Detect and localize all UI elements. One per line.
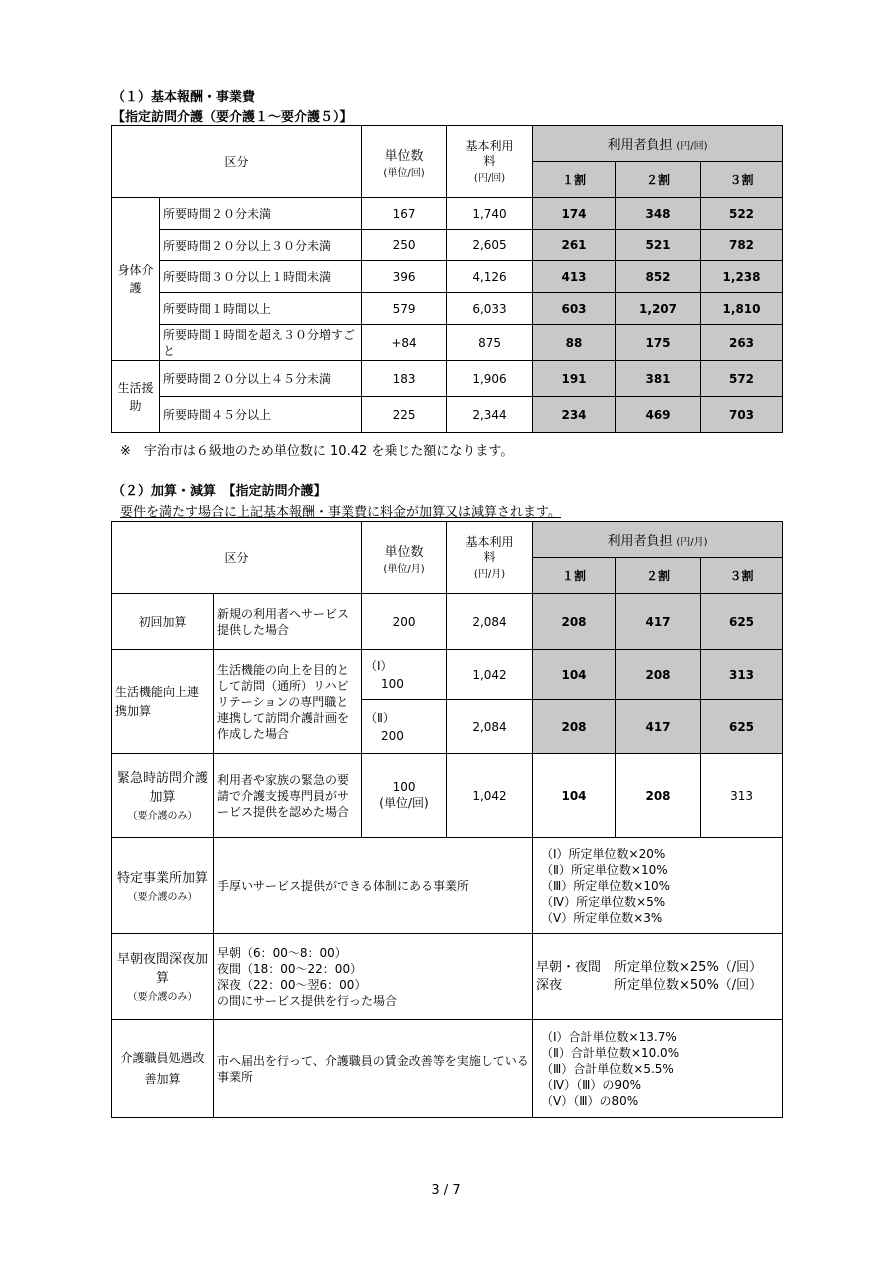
table-row: 生活援助 所要時間２０分以上４５分未満 183 1,906 191 381 572: [112, 361, 783, 397]
souchou-name: 早朝夜間深夜加算 （要介護のみ）: [112, 934, 214, 1020]
header-rate-1: １割: [533, 162, 616, 198]
tokutei-name: 特定事業所加算 （要介護のみ）: [112, 838, 214, 934]
header-fee-2: 基本利用料 (円/月): [447, 522, 533, 594]
header-rate-2: ２割: [616, 162, 701, 198]
table-row: 所要時間３０分以上１時間未満 396 4,126 413 852 1,238: [112, 261, 783, 293]
header-burden: 利用者負担 (円/回): [533, 126, 783, 162]
table-row: 早朝夜間深夜加算 （要介護のみ） 早朝（6：00～8：00） 夜間（18：00～22：00） 深夜（22：00～翌6：00） の間にサービス提供を行った場合 早朝・夜間 所定単位数×25%（/回） 深夜 所定単位数×50%（/回）: [112, 934, 783, 1020]
header2-rate-3: ３割: [701, 558, 783, 594]
page-number: 3 / 7: [431, 1183, 461, 1198]
group-seikatsu: 生活援助: [112, 361, 160, 433]
table-row: 特定事業所加算 （要介護のみ） 手厚いサービス提供ができる体制にある事業所 （Ⅰ）所定単位数×20% （Ⅱ）所定単位数×10% （Ⅲ）所定単位数×10% （Ⅳ）所定単位数×5% （Ⅴ）所定単位数×3%: [112, 838, 783, 934]
table-row: 所要時間４５分以上 225 2,344 234 469 703: [112, 397, 783, 433]
header2-rate-2: ２割: [616, 558, 701, 594]
table-row: 緊急時訪問介護加算 （要介護のみ） 利用者や家族の緊急の要請で介護支援専門員がサービス提供を認めた場合 100 (単位/回) 1,042 104 208 313: [112, 754, 783, 838]
group-shintai: 身体介護: [112, 198, 160, 361]
section2-desc: 要件を満たす場合に上記基本報酬・事業費に料金が加算又は減算されます。: [120, 505, 561, 520]
shokai-name: 初回加算: [112, 594, 214, 650]
addition-table: [111, 521, 783, 1118]
header-kubun-2: 区分: [112, 522, 362, 594]
shogu-name: 介護職員処遇改善加算: [112, 1020, 214, 1118]
section2-title: （２）加算・減算 【指定訪問介護】: [112, 484, 327, 499]
section1-title: （１）基本報酬・事業費: [112, 90, 256, 105]
table-row: 所要時間１時間を超え３０分増すごと +84 875 88 175 263: [112, 325, 783, 361]
table-row: 身体介護 所要時間２０分未満 167 1,740 174 348 522: [112, 198, 783, 230]
header-units: 単位数 (単位/回): [362, 126, 447, 198]
table-row: 初回加算 新規の利用者へサービス提供した場合 200 2,084 208 417 625: [112, 594, 783, 650]
header-rate-3: ３割: [701, 162, 783, 198]
table-row: 所要時間２０分以上３０分未満 250 2,605 261 521 782: [112, 230, 783, 261]
table-row: 所要時間１時間以上 579 6,033 603 1,207 1,810: [112, 293, 783, 325]
header-units-2: 単位数 (単位/月): [362, 522, 447, 594]
section1-subtitle: 【指定訪問介護（要介護１～要介護５）】: [112, 110, 353, 125]
header-burden-2: 利用者負担 (円/月): [533, 522, 783, 558]
kinkyu-name: 緊急時訪問介護加算 （要介護のみ）: [112, 754, 214, 838]
table-row: 介護職員処遇改善加算 市へ届出を行って、介護職員の賃金改善等を実施している事業所 （Ⅰ）合計単位数×13.7% （Ⅱ）合計単位数×10.0% （Ⅲ）合計単位数×5.5% （Ⅳ）（Ⅲ）の90% （Ⅴ）（Ⅲ）の80%: [112, 1020, 783, 1118]
header2-rate-1: １割: [533, 558, 616, 594]
seikatsu-name: 生活機能向上連携加算: [112, 650, 214, 754]
note-text: ※ 宇治市は６級地のため単位数に 10.42 を乗じた額になります。: [120, 444, 514, 459]
table-row: （Ⅱ） 200 2,084 208 417 625: [112, 700, 783, 754]
table-row: 生活機能向上連携加算 生活機能の向上を目的として訪問（通所）リハビリテーションの専門職と連携して訪問介護計画を作成した場合 （Ⅰ） 100 1,042 104 208 313: [112, 650, 783, 700]
basic-fee-table: [111, 125, 783, 433]
header-fee: 基本利用料 (円/回): [447, 126, 533, 198]
header-kubun: 区分: [112, 126, 362, 198]
